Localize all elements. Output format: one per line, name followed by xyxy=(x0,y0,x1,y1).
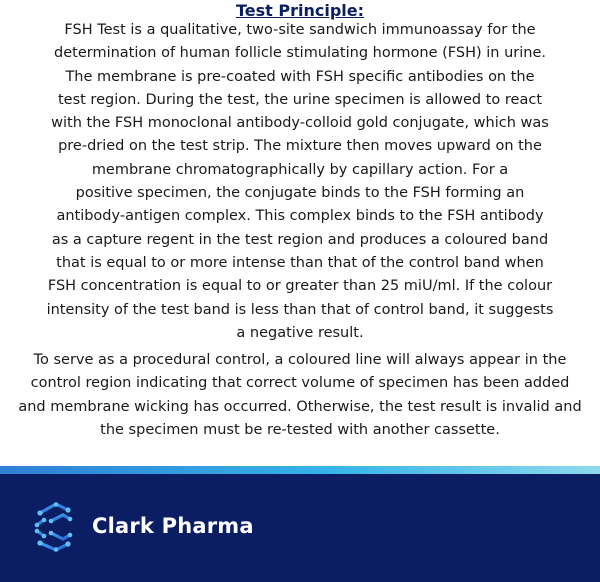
paragraph-line: as a capture regent in the test region and produces a coloured band xyxy=(51,231,549,248)
paragraph-line: and membrane wicking has occurred. Otherwise, the test result is invalid and xyxy=(18,398,582,415)
paragraph-line: positive specimen, the conjugate binds to the FSH forming an xyxy=(75,185,525,202)
clark-pharma-logo-icon xyxy=(30,501,82,553)
paragraph-line: determination of human follicle stimulating hormone (FSH) in urine. xyxy=(54,45,546,62)
brand-footer xyxy=(0,474,600,582)
paragraph-line: control region indicating that correct volume of specimen has been added xyxy=(30,375,570,392)
paragraph-line: the specimen must be re-tested with another cassette. xyxy=(100,421,500,438)
paragraph-line: The membrane is pre-coated with FSH specific antibodies on the xyxy=(65,68,535,85)
principle-paragraph xyxy=(6,19,594,345)
paragraph-line: FSH concentration is equal to or greater than 25 miU/ml. If the colour xyxy=(47,278,553,295)
paragraph-line: antibody-antigen complex. This complex binds to the FSH antibody xyxy=(56,208,544,225)
paragraph-line: FSH Test is a qualitative, two-site sandwich immunoassay for the xyxy=(64,22,536,38)
procedural-control-paragraph xyxy=(6,349,594,442)
paragraph-line: pre-dried on the test strip. The mixture then moves upward on the xyxy=(58,138,542,155)
paragraph-line: To serve as a procedural control, a coloured line will always appear in the xyxy=(33,352,567,368)
paragraph-line: a negative result. xyxy=(236,324,364,341)
brand-name: Clark Pharma xyxy=(92,514,254,538)
paragraph-line: membrane chromatographically by capillary action. For a xyxy=(91,161,509,178)
paragraph-line: with the FSH monoclonal antibody-colloid gold conjugate, which was xyxy=(51,115,549,132)
paragraph-line: that is equal to or more intense than that of the control band when xyxy=(56,254,544,271)
section-title: Test Principle: xyxy=(235,1,365,20)
accent-stripe xyxy=(0,466,600,474)
paragraph-line: test region. During the test, the urine specimen is allowed to react xyxy=(57,91,543,108)
paragraph-line: intensity of the test band is less than that of control band, it suggests xyxy=(46,301,554,318)
